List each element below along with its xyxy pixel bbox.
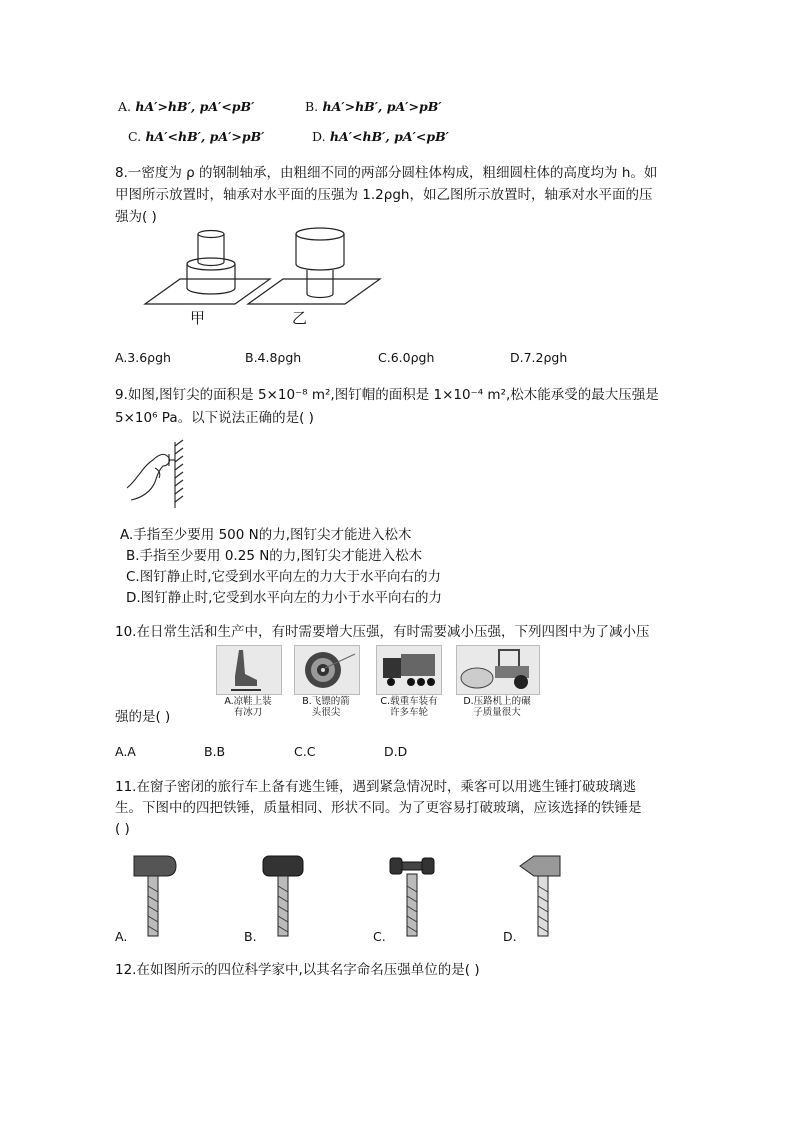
dart-board-image xyxy=(294,645,360,695)
q11-line-1: 11.在窗子密闭的旅行车上备有逃生锤，遇到紧急情况时，乘客可以用逃生锤打破玻璃逃 xyxy=(115,779,636,795)
q11-label-d: D. xyxy=(503,929,517,944)
q10-caption-b-line2: 头很尖 xyxy=(311,707,341,718)
q10-caption-d-line1: D.压路机上的碾 xyxy=(463,696,531,707)
q7-option-a xyxy=(118,98,254,116)
q8-option-d: D.7.2ρgh xyxy=(510,350,568,365)
q9-line-1: 9.如图,图钉尖的面积是 5×10⁻⁸ m²,图钉帽的面积是 1×10⁻⁴ m²,松木能承受的最大压强是 xyxy=(115,387,659,403)
road-roller-image xyxy=(456,645,540,695)
q10-caption-c-line2: 许多车轮 xyxy=(389,707,428,718)
heavy-truck-image xyxy=(376,645,442,695)
q11-line-3: ( ) xyxy=(115,821,130,837)
q11-label-b: B. xyxy=(244,929,257,944)
q11-label-c: C. xyxy=(373,929,386,944)
q7-option-c-text: hA′<hB′, pA′>pB′ xyxy=(145,129,265,144)
q10-caption-d xyxy=(454,696,540,718)
hammer-d-icon xyxy=(518,852,568,938)
q10-caption-d-line2: 子质量很大 xyxy=(473,707,521,718)
bearing-figure xyxy=(140,224,400,334)
q10-caption-c-line1: C.载重车装有 xyxy=(380,696,438,707)
q8-line-3: 强为( ) xyxy=(115,209,157,225)
q10-option-a: A.A xyxy=(115,744,136,759)
q7-option-d xyxy=(312,128,449,146)
q7-option-d-letter: D. xyxy=(312,129,326,144)
q12-line-1: 12.在如图所示的四位科学家中,以其名字命名压强单位的是( ) xyxy=(115,962,480,978)
q10-line-2: 强的是( ) xyxy=(115,709,171,725)
q9-option-d: D.图钉静止时,它受到水平向左的力小于水平向右的力 xyxy=(126,590,442,606)
q9-option-c: C.图钉静止时,它受到水平向左的力大于水平向右的力 xyxy=(126,569,442,585)
q7-option-c-letter: C. xyxy=(128,129,142,144)
q10-option-d: D.D xyxy=(384,744,408,759)
q10-caption-b-line1: B.飞镖的箭 xyxy=(302,696,350,707)
q7-option-d-text: hA′<hB′, pA′<pB′ xyxy=(329,129,449,144)
q10-caption-b xyxy=(290,696,362,718)
q8-option-c: C.6.0ρgh xyxy=(378,350,435,365)
q9-option-b: B.手指至少要用 0.25 N的力,图钉尖才能进入松木 xyxy=(126,548,423,564)
q9-line-2: 5×10⁶ Pa。以下说法正确的是( ) xyxy=(115,410,314,426)
q8-figure-label-jia: 甲 xyxy=(190,309,206,327)
q10-caption-c xyxy=(370,696,448,718)
hammer-b-icon xyxy=(259,852,309,938)
ice-skate-shoe-image xyxy=(216,645,282,695)
q7-option-a-text: hA′>hB′, pA′<pB′ xyxy=(135,99,255,114)
q10-option-c: C.C xyxy=(294,744,316,759)
q8-option-b: B.4.8ρgh xyxy=(245,350,302,365)
q7-option-b xyxy=(305,98,442,116)
q9-option-a: A.手指至少要用 500 N的力,图钉尖才能进入松木 xyxy=(120,527,412,543)
q8-line-1: 8.一密度为 ρ 的钢制轴承，由粗细不同的两部分圆柱体构成，粗细圆柱体的高度均为 h。如 xyxy=(115,165,658,181)
q8-figure-label-yi: 乙 xyxy=(292,309,308,327)
hammer-c-icon xyxy=(388,852,438,938)
q10-line-1: 10.在日常生活和生产中，有时需要增大压强，有时需要减小压强，下列四图中为了减小压 xyxy=(115,624,650,640)
q7-option-b-letter: B. xyxy=(305,99,319,114)
q8-line-2: 甲图所示放置时，轴承对水平面的压强为 1.2ρgh，如乙图所示放置时，轴承对水平面的压 xyxy=(115,187,653,203)
q11-label-a: A. xyxy=(115,929,128,944)
q10-caption-a xyxy=(212,696,284,718)
q7-option-a-letter: A. xyxy=(118,99,132,114)
q7-option-c xyxy=(128,128,264,146)
q10-option-b: B.B xyxy=(204,744,226,759)
q10-caption-a-line1: A.凉鞋上装 xyxy=(224,696,272,707)
thumbtack-figure xyxy=(125,440,185,510)
q10-caption-a-line2: 有冰刀 xyxy=(233,707,263,718)
q11-line-2: 生。下图中的四把铁锤，质量相同、形状不同。为了更容易打破玻璃，应该选择的铁锤是 xyxy=(115,800,642,816)
hammer-a-icon xyxy=(130,852,180,938)
q7-option-b-text: hA′>hB′, pA′>pB′ xyxy=(322,99,442,114)
q8-option-a: A.3.6ρgh xyxy=(115,350,171,365)
